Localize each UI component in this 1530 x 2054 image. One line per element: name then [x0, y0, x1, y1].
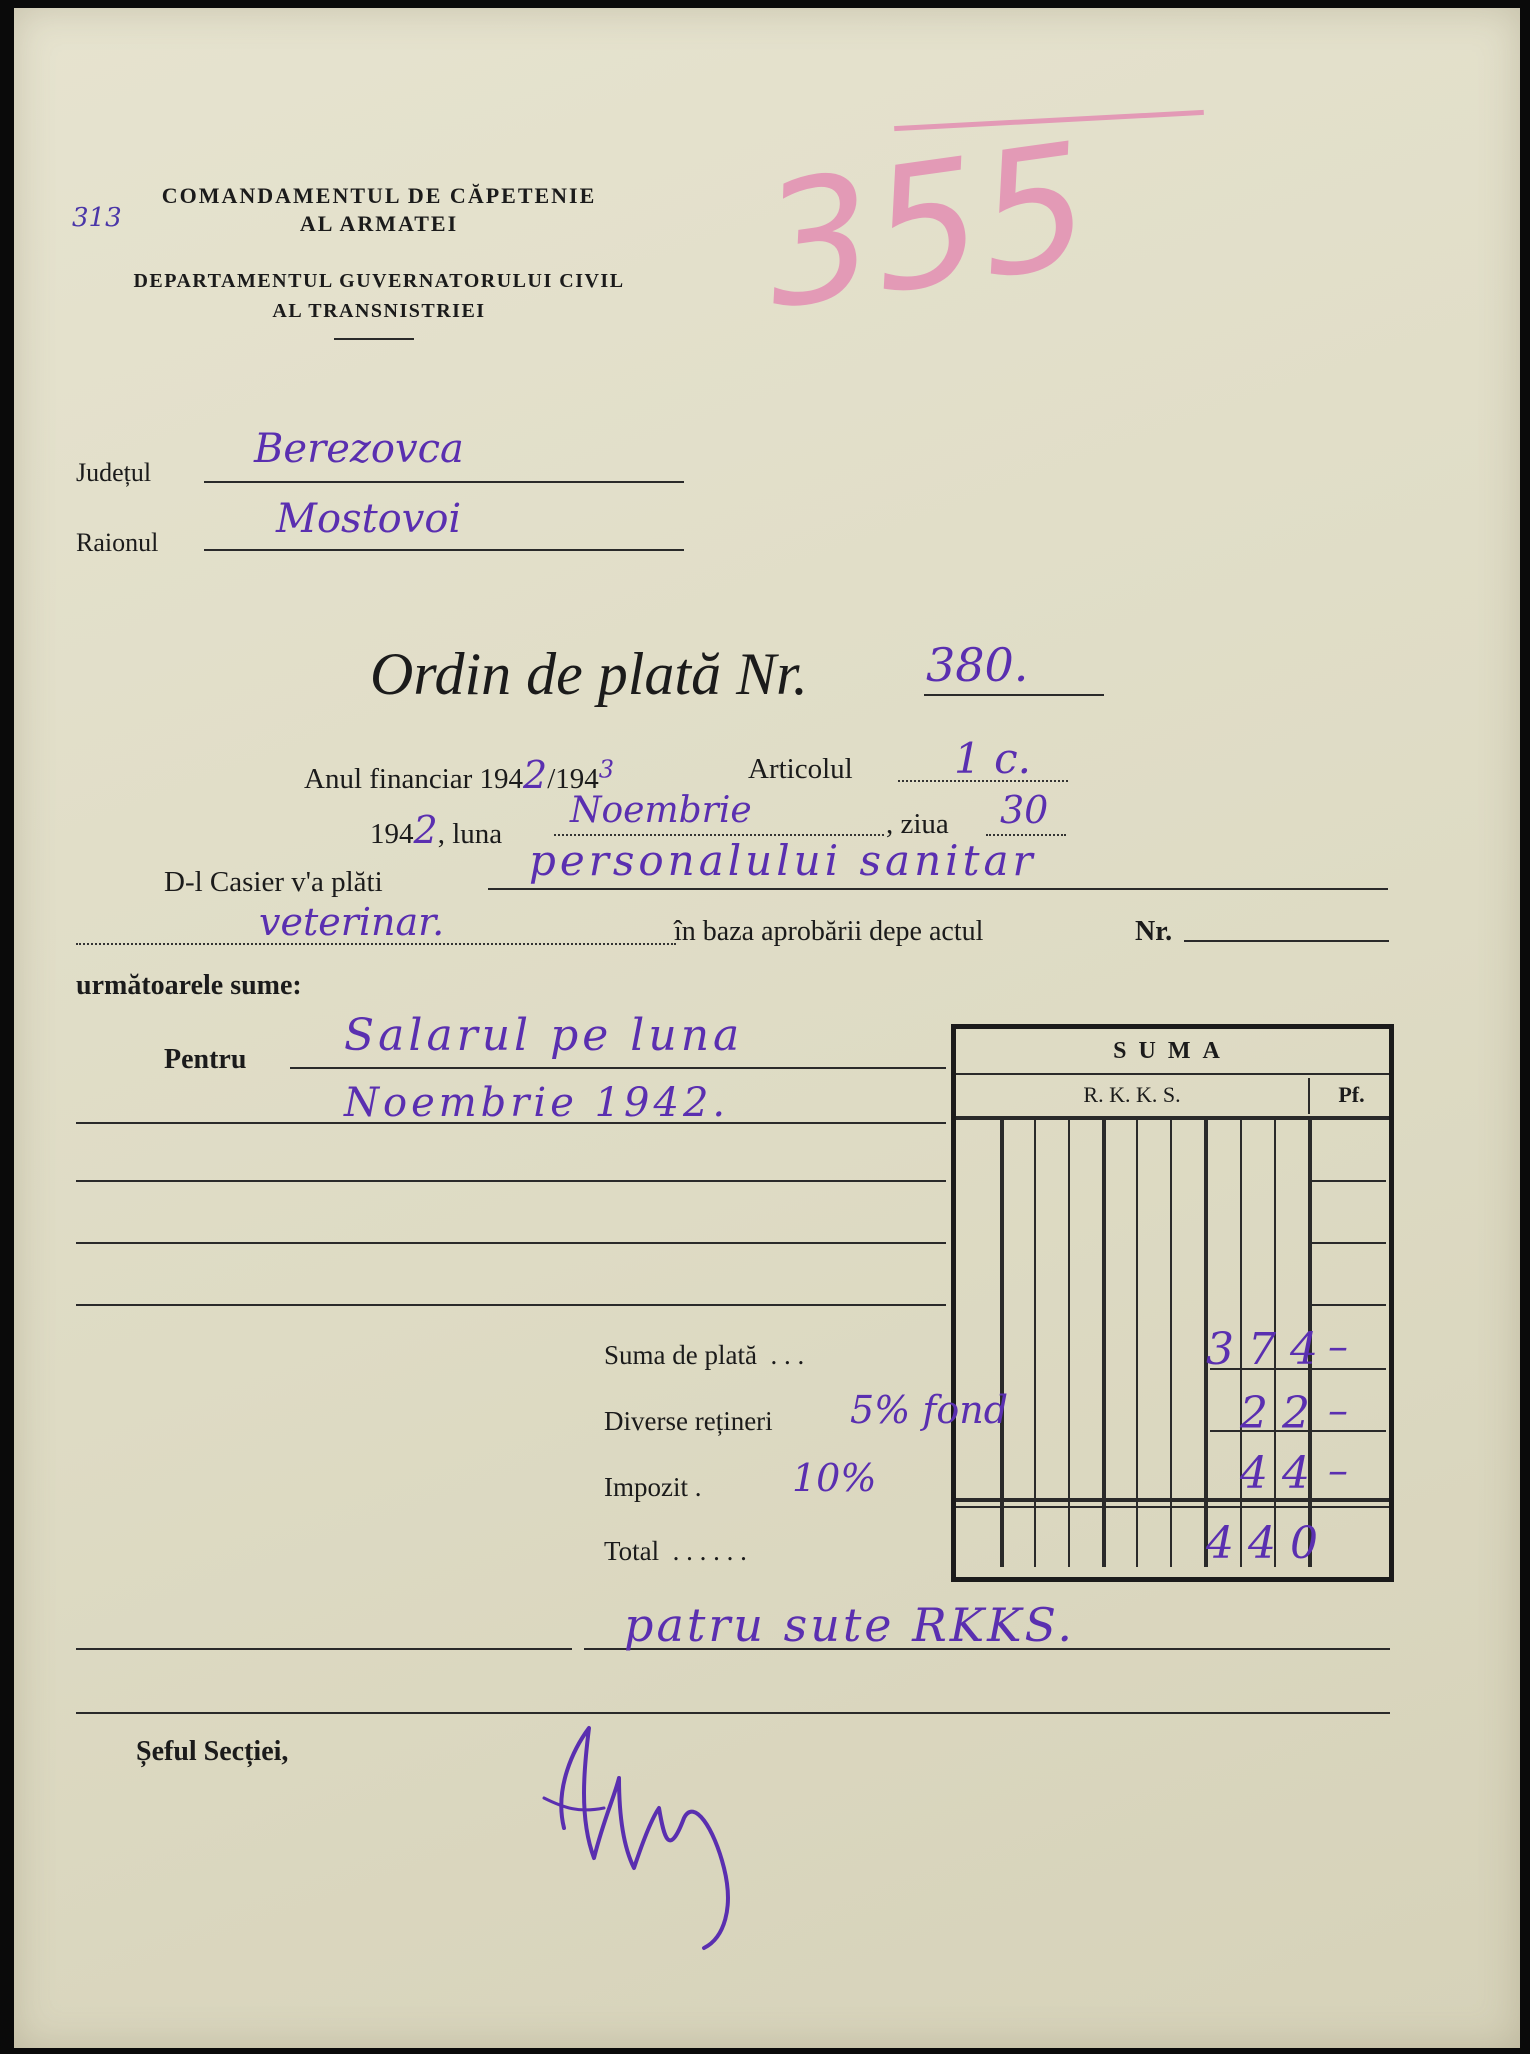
pf-rule — [1310, 1242, 1386, 1244]
header-line-3: DEPARTAMENTUL GUVERNATORULUI CIVIL — [133, 270, 625, 292]
handwritten-signature — [534, 1708, 754, 1958]
row-suma-value: 374 — [1206, 1324, 1332, 1375]
casier-line-1 — [488, 888, 1388, 890]
judetul-line — [204, 481, 684, 483]
row-retineri-value: 22 — [1240, 1388, 1324, 1439]
row-impozit-label — [604, 1472, 701, 1503]
act-nr-line — [1184, 940, 1389, 942]
pentru-value-2: Noembrie 1942. — [344, 1080, 730, 1126]
ziua-label: , ziua — [886, 808, 949, 840]
document-title: Ordin de plată Nr. — [370, 641, 808, 707]
raionul-line — [204, 549, 684, 551]
words-line-left — [76, 1648, 572, 1650]
pf-header: Pf. — [1338, 1082, 1365, 1107]
row-impozit-text: Impozit — [604, 1472, 688, 1502]
pentru-line-1 — [290, 1067, 946, 1069]
sef-sectie-label: Șeful Secției, — [136, 1736, 289, 1767]
row-retineri-label: Diverse rețineri — [604, 1406, 773, 1436]
pentru-line-3 — [76, 1180, 946, 1182]
pentru-value-1: Salarul pe luna — [344, 1010, 744, 1061]
fiscal-year-label — [304, 753, 614, 797]
row-suma-label — [604, 1340, 804, 1371]
fiscal-year-digit-2: 3 — [598, 755, 615, 784]
baza-label: în baza aprobării depe actul — [674, 916, 984, 947]
articolul-label: Articolul — [748, 753, 853, 785]
date-year-digit: 2 — [413, 808, 438, 852]
fiscal-year-digit-1: 2 — [523, 753, 548, 797]
suma-title-rule — [956, 1073, 1389, 1075]
pentru-line-5 — [76, 1304, 946, 1306]
date-year-prefix: 194 — [370, 818, 414, 850]
date-year — [370, 808, 502, 852]
casier-value-2: veterinar. — [259, 900, 445, 944]
row-suma-pf: – — [1328, 1324, 1348, 1370]
total-rule-bottom — [956, 1506, 1389, 1508]
ziua-value: 30 — [1000, 788, 1049, 832]
rkks-header: R. K. K. S. — [1083, 1082, 1181, 1107]
pentru-line-4 — [76, 1242, 946, 1244]
casier-value-1: personalului sanitar — [529, 836, 1037, 885]
row-total-dots: . . . . . . — [672, 1536, 747, 1566]
row-retineri-pf: – — [1328, 1388, 1348, 1434]
luna-label: , luna — [437, 818, 503, 850]
articolul-value: 1 c. — [954, 734, 1031, 783]
luna-value: Noembrie — [570, 790, 752, 831]
row-impozit-value: 44 — [1240, 1448, 1324, 1499]
pf-rule — [1310, 1304, 1386, 1306]
pf-header-divider — [1308, 1078, 1310, 1114]
raionul-value: Mostovoi — [276, 496, 462, 542]
row-total-text: Total — [604, 1536, 660, 1566]
nr-label: Nr. — [1135, 916, 1173, 947]
casier-label: D-l Casier v'a plăti — [164, 866, 383, 898]
row-total-value: 440 — [1206, 1518, 1332, 1569]
judetul-label: Județul — [76, 458, 152, 487]
fiscal-year-sep: /194 — [547, 763, 599, 795]
header-line-2: AL ARMATEI — [299, 211, 459, 236]
row-impozit-pf: – — [1328, 1448, 1348, 1494]
pentru-label: Pentru — [164, 1044, 247, 1075]
header-handwritten-note: 313 — [72, 203, 122, 233]
row-suma-dots: . . . — [770, 1340, 805, 1370]
judetul-value: Berezovca — [254, 426, 464, 472]
stamp-number: 355 — [751, 106, 1101, 348]
row-total-label — [604, 1536, 747, 1567]
total-in-words: patru sute RKKS. — [624, 1598, 1076, 1652]
header-line-1: COMANDAMENTUL DE CĂPETENIE — [161, 183, 597, 208]
header-line-4: AL TRANSNISTRIEI — [272, 300, 486, 322]
header-rule — [334, 338, 414, 340]
raionul-label: Raionul — [76, 528, 159, 557]
row-suma-text: Suma de plată — [604, 1340, 757, 1370]
payment-order-document — [14, 8, 1520, 2048]
order-number: 380. — [926, 638, 1029, 692]
row-impozit-dots: . — [694, 1472, 702, 1502]
fiscal-year-prefix: Anul financiar 194 — [304, 763, 524, 795]
suma-title: SUMA — [1113, 1038, 1232, 1064]
row-retineri-note: 5% fond — [850, 1388, 1009, 1432]
order-number-line — [924, 694, 1104, 696]
total-rule-top — [956, 1498, 1389, 1502]
table-header-rule — [956, 1116, 1389, 1120]
row-impozit-note: 10% — [792, 1456, 877, 1500]
pf-rule — [1310, 1180, 1386, 1182]
urmatoarele-label: următoarele sume: — [76, 970, 302, 1001]
